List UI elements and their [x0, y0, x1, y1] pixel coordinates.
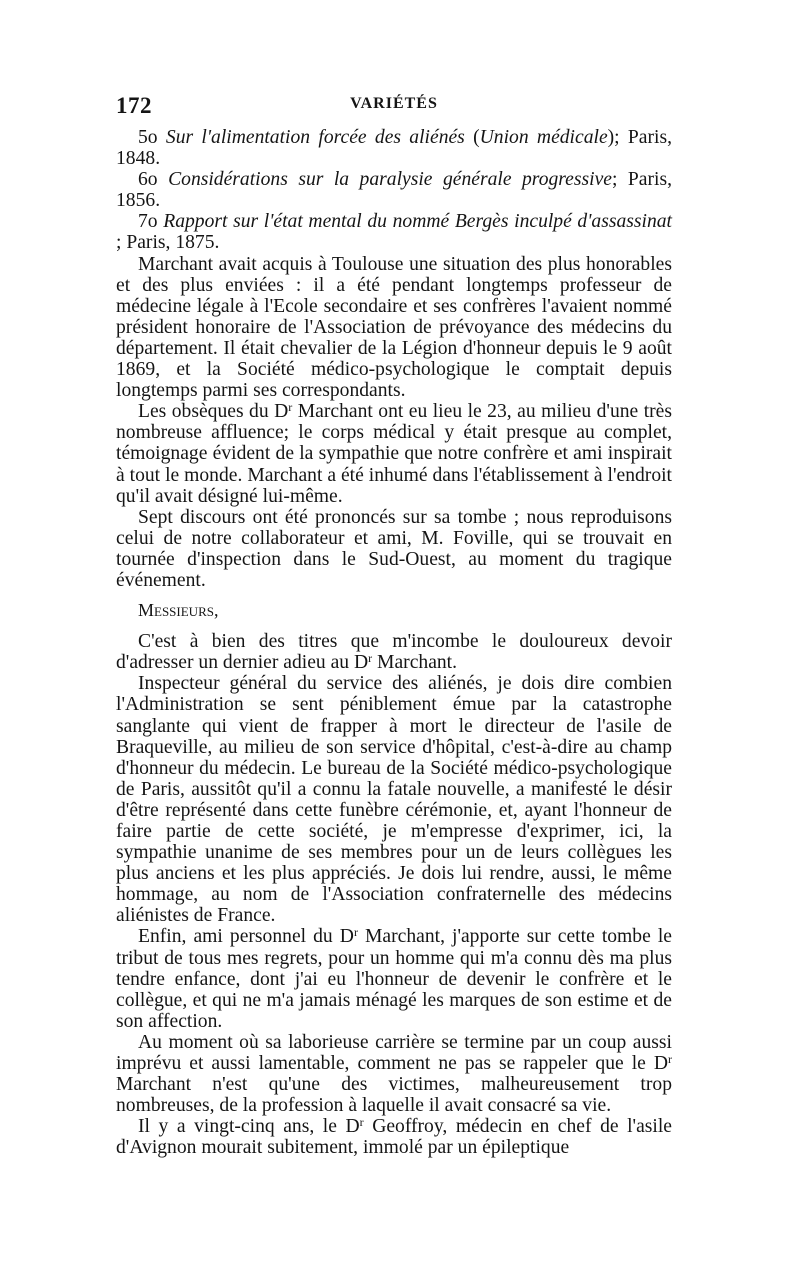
text-run: Les obsèques du D [138, 401, 289, 423]
text-run: Marchant ont eu lieu le 23, au milieu d'une très nombreuse affluence; le corps médical y était presque au complet, témoignage évident de la sympathie que notre confrère et ami inspirait à tout le monde. Marchant a été inhumé dans l'établissement à l'endroit qu'il avait désigné lui-même. [116, 401, 672, 507]
superscript: r [368, 651, 373, 666]
superscript: r [359, 1115, 364, 1130]
text-run: Geoffroy, médecin en chef de l'asile d'Avignon mourait subitement, immolé par un épileptique [116, 1116, 672, 1159]
paragraph-speeches: Sept discours ont été prononcés sur sa tombe ; nous reproduisons celui de notre collaborateur et ami, M. Foville, qui se trouvait en tournée d'inspection dans le Sud-Ouest, au moment du tragique événement. [116, 506, 672, 591]
item-title: Sur l'alimentation forcée des aliénés [165, 127, 465, 148]
superscript: r [668, 1052, 672, 1067]
item-publication: ; Paris, 1856. [116, 169, 672, 212]
paragraph-funeral [116, 401, 672, 506]
item-title: Considérations sur la paralysie générale progressive [168, 169, 612, 191]
text-run: Enfin, ami personnel du D [138, 926, 354, 948]
item-publication: ); Paris, 1848. [116, 127, 672, 170]
item-punctuation: ( [464, 127, 480, 148]
page-number: 172 [116, 93, 152, 118]
text-run: Marchant n'est qu'une des victimes, malheureusement trop nombreuses, de la profession à laquelle il avait consacré sa vie. [116, 1074, 672, 1117]
paragraph-geoffroy [116, 1116, 672, 1158]
text-run: C'est à bien des titres que m'incombe le douloureux devoir d'adresser un dernier adieu au D [116, 631, 672, 674]
text-run: Marchant. [372, 652, 458, 674]
superscript: r [353, 925, 358, 940]
item-publication: ; Paris, 1875. [116, 232, 220, 254]
bibliography-item-6 [116, 169, 672, 211]
speech-salutation: Messieurs, [138, 600, 219, 621]
body-text [116, 127, 672, 1159]
running-head: VARIÉTÉS [350, 95, 438, 112]
text-run: Il y a vingt-cinq ans, le D [138, 1116, 360, 1138]
superscript: r [288, 400, 293, 415]
page-header [116, 93, 672, 123]
text-run: Au moment où sa laborieuse carrière se termine par un coup aussi imprévu et aussi lamentable, comment ne pas se rappeler que le D [116, 1031, 672, 1075]
item-number: 6o [138, 169, 169, 191]
paragraph-situation: Marchant avait acquis à Toulouse une situation des plus honorables et des plus enviées : il a été pendant longtemps professeur de médecine légale à l'Ecole secondaire et ses confrères l'avaient nommé président honoraire de l'Association de prévoyance des médecins du département. Il était chevalier de la Légion d'honneur depuis le 9 août 1869, et la Société médico-psychologique le comptait depuis longtemps parmi ses correspondants. [116, 253, 672, 402]
bibliography-item-7 [116, 211, 672, 253]
paragraph-friend [116, 926, 672, 1031]
paragraph-speech-opening [116, 631, 672, 673]
paragraph-career [116, 1032, 672, 1116]
item-number: 7o [138, 211, 164, 233]
paragraph-inspector: Inspecteur général du service des aliénés, je dois dire combien l'Administration se sent péniblement émue par la catastrophe sanglante qui vient de frapper à mort le directeur de l'asile de Braqueville, au milieu de son service d'hôpital, c'est-à-dire au champ d'honneur du médecin. Le bureau de la Société médico-psychologique de Paris, aussitôt qu'il a connu la fatale nouvelle, a manifesté le désir d'être représenté dans cette funèbre cérémonie, et, ayant l'honneur de faire partie de cette société, je m'empresse d'exprimer, ici, la sympathie unanime de ses membres pour un de leurs collègues les plus anciens et les plus appréciés. Je dois lui rendre, aussi, le même hommage, au nom de l'Association confraternelle des médecins aliénistes de France. [116, 673, 672, 927]
item-journal: Union médicale [479, 127, 608, 148]
bibliography-item-5 [116, 127, 672, 169]
text-run: Marchant, j'apporte sur cette tombe le tribut de tous mes regrets, pour un homme qui m'a connu dès ma plus tendre enfance, dont j'ai eu l'honneur de devenir le confrère et le collègue, et qui ne m'a jamais ménagé les marques de son estime et de son affection. [116, 926, 672, 1032]
item-number: 5o [138, 127, 166, 148]
item-title: Rapport sur l'état mental du nommé Bergès inculpé d'assassinat [163, 211, 672, 233]
